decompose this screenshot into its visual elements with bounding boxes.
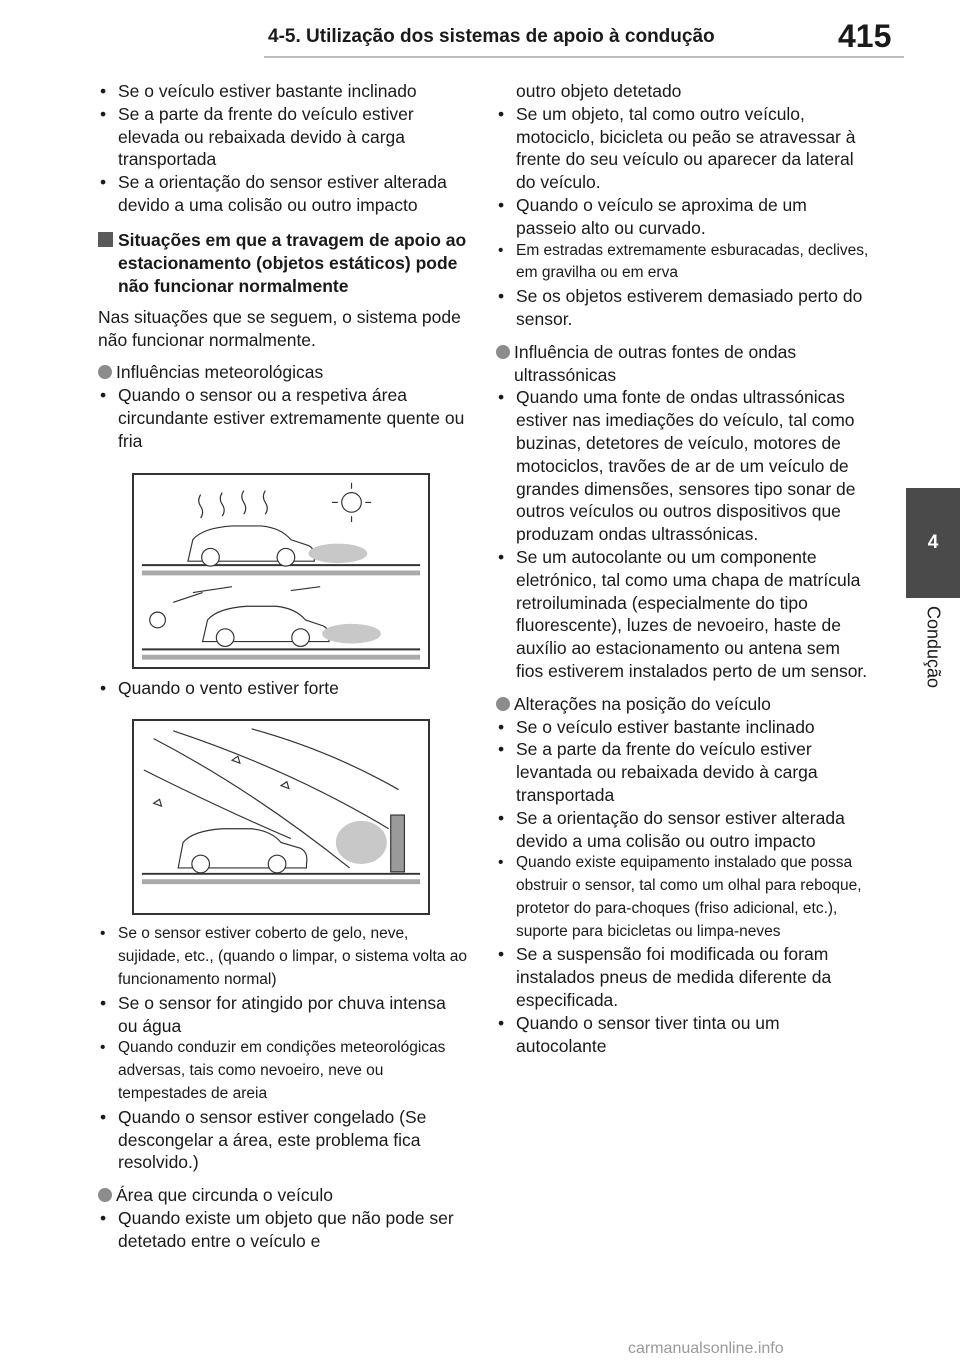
list-item: • Se os objetos estiverem demasiado perto do sensor. [496, 285, 871, 331]
circle-marker-icon [98, 1188, 112, 1202]
subheading-text: Influências meteorológicas [116, 362, 324, 383]
chapter-label: Condução [923, 606, 944, 689]
list-item: • Se o veículo estiver bastante inclinado [98, 80, 468, 103]
chapter-number: 4 [927, 532, 939, 553]
illustration-wind [132, 719, 430, 915]
section-heading-text: Situações em que a travagem de apoio ao estacionamento (objetos estáticos) pode não funcionar normalmente [118, 229, 467, 296]
list-item: • Se a suspensão foi modificada ou foram instalados pneus de medida diferente da especificada. [496, 943, 871, 1011]
illustration-hot-cold [132, 473, 430, 669]
page-number: 415 [838, 18, 892, 54]
section-title: 4-5. Utilização dos sistemas de apoio à condução [268, 26, 715, 47]
list-item: • Quando o sensor ou a respetiva área circundante estiver extremamente quente ou fria [98, 384, 468, 452]
subheading-text: Alterações na posição do veículo [514, 693, 771, 714]
list-item: • Quando o veículo se aproxima de um passeio alto ou curvado. [496, 194, 871, 240]
list-item: • Se a parte da frente do veículo estiver levantada ou rebaixada devido à carga transportada [496, 738, 871, 806]
list-item: • Quando existe um objeto que não pode ser detetado entre o veículo e [98, 1207, 468, 1253]
list-item: • Quando o sensor estiver congelado (Se descongelar a área, este problema fica resolvido.) [98, 1106, 468, 1174]
list-item: • Quando uma fonte de ondas ultrassónicas estiver nas imediações do veículo, tal como buzinas, detetores de veículo, motores de motociclos, travões de ar de um veículo de grandes dimensões, sensores tipo sonar de outros veículos ou outros dispositivos que produzam ondas ultrassónicas. [496, 386, 871, 546]
list-item: • Se a parte da frente do veículo estiver elevada ou rebaixada devido à carga transportada [98, 103, 468, 171]
header-divider [264, 56, 904, 58]
list-item: • Se o sensor for atingido por chuva intensa ou água [98, 992, 468, 1038]
list-item: • Se a orientação do sensor estiver alterada devido a uma colisão ou outro impacto [496, 807, 871, 853]
subheading-text: Influência de outras fontes de ondas ultrassónicas [514, 341, 797, 385]
circle-marker-icon [98, 365, 112, 379]
list-item: • Se um autocolante ou um componente eletrónico, tal como uma chapa de matrícula retroiluminada (especialmente do tipo fluorescente), luzes de nevoeiro, haste de auxílio ao estacionamento ou antena sem fios estiverem instalados perto de um sensor. [496, 546, 871, 683]
subheading [496, 341, 871, 387]
square-marker-icon [98, 232, 113, 247]
section-heading [98, 229, 468, 298]
left-column [98, 80, 468, 1253]
list-item-continued: outro objeto detetado [516, 81, 682, 101]
circle-marker-icon [496, 345, 510, 359]
right-column [496, 80, 871, 1057]
list-item: • Quando o sensor tiver tinta ou um autocolante [496, 1012, 871, 1058]
chapter-tab [906, 488, 960, 598]
list-item: • Se a orientação do sensor estiver alterada devido a uma colisão ou outro impacto [98, 171, 468, 217]
car-temperature-illustration [134, 475, 428, 667]
car-wind-illustration [134, 721, 428, 913]
list-item: • Em estradas extremamente esburacadas, declives, em gravilha ou em erva [496, 240, 871, 286]
subheading-text: Área que circunda o veículo [116, 1185, 333, 1206]
subheading [98, 1184, 468, 1207]
list-item: • Se um objeto, tal como outro veículo, motociclo, bicicleta ou peão se atravessar à frente do seu veículo ou aparecer da lateral do veículo. [496, 103, 871, 194]
list-item: • Se o veículo estiver bastante inclinado [496, 716, 871, 739]
subheading [98, 361, 468, 384]
paragraph: Nas situações que se seguem, o sistema pode não funcionar normalmente. [98, 306, 461, 350]
list-item: • Se o sensor estiver coberto de gelo, neve, sujidade, etc., (quando o limpar, o sistema volta ao funcionamento normal) [98, 923, 468, 991]
circle-marker-icon [496, 697, 510, 711]
watermark: carmanualsonline.info [628, 1340, 784, 1357]
list-item: • Quando existe equipamento instalado que possa obstruir o sensor, tal como um olhal para reboque, protetor do para-choques (friso adicional, etc.), suporte para bicicletas ou limpa-neves [496, 852, 871, 943]
list-item: • Quando o vento estiver forte [98, 677, 468, 700]
list-item: • Quando conduzir em condições meteorológicas adversas, tais como nevoeiro, neve ou tempestades de areia [98, 1037, 468, 1105]
subheading [496, 693, 871, 716]
